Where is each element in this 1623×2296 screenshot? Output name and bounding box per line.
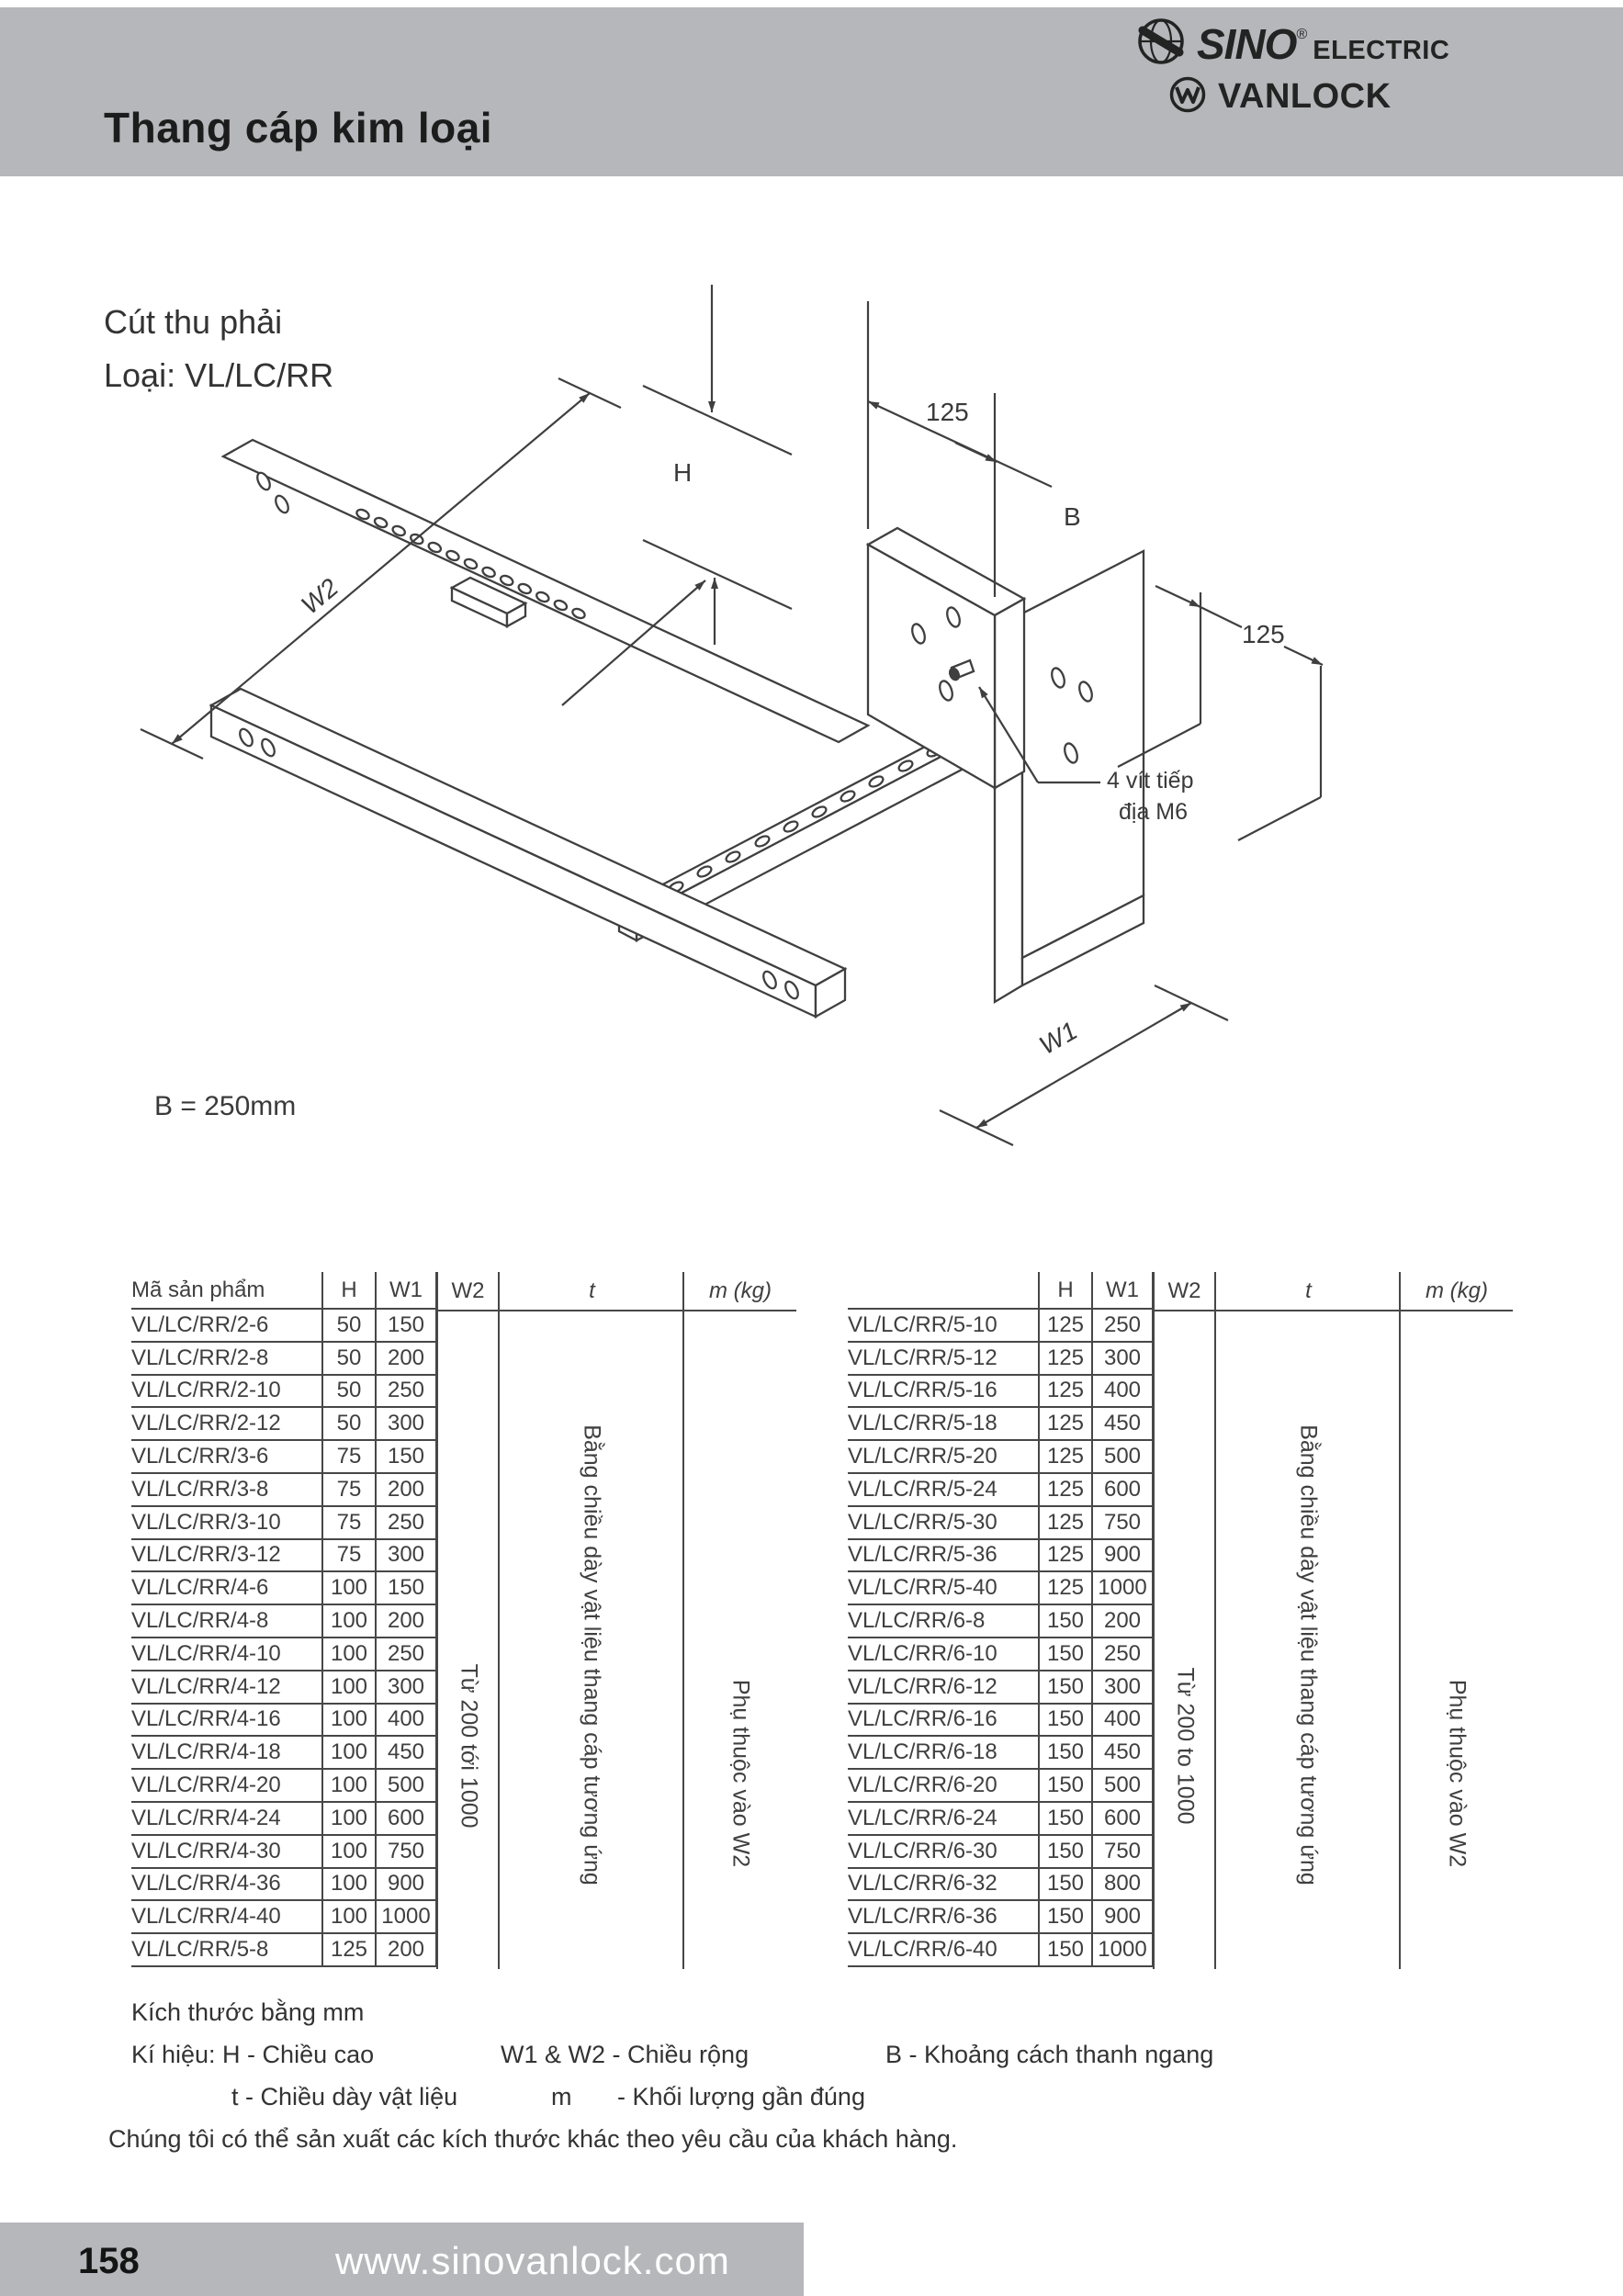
col-header-h: H bbox=[1039, 1272, 1092, 1309]
table-cell: 50 bbox=[322, 1309, 376, 1342]
table-cell: 400 bbox=[376, 1704, 436, 1737]
website-link[interactable]: www.sinovanlock.com bbox=[335, 2239, 730, 2282]
table-row bbox=[131, 1440, 436, 1473]
table-row bbox=[131, 1571, 436, 1604]
table-cell: 1000 bbox=[376, 1900, 436, 1933]
table-row bbox=[131, 1671, 436, 1704]
col-header-w2: W2 bbox=[451, 1278, 485, 1303]
table-cell: 150 bbox=[1039, 1671, 1092, 1704]
table-cell: 750 bbox=[1092, 1506, 1153, 1539]
table-cell: 400 bbox=[1092, 1375, 1153, 1408]
table-cell: 750 bbox=[1092, 1835, 1153, 1868]
table-cell: VL/LC/RR/3-6 bbox=[131, 1440, 322, 1473]
table-cell: 100 bbox=[322, 1736, 376, 1769]
table-cell: 100 bbox=[322, 1571, 376, 1604]
table-cell: 900 bbox=[376, 1868, 436, 1901]
table-row bbox=[131, 1802, 436, 1835]
table-cell: 900 bbox=[1092, 1900, 1153, 1933]
table-cell: 300 bbox=[1092, 1342, 1153, 1375]
table-cell: 50 bbox=[322, 1342, 376, 1375]
table-cell: VL/LC/RR/4-40 bbox=[131, 1900, 322, 1933]
spec-table-left bbox=[131, 1272, 802, 1970]
table-cell: 125 bbox=[1039, 1309, 1092, 1342]
table-cell: VL/LC/RR/6-30 bbox=[848, 1835, 1039, 1868]
t-note: Bằng chiều dày vật liệu thang cáp tương ứng bbox=[579, 1424, 604, 1886]
table-cell: 200 bbox=[376, 1604, 436, 1638]
table-row bbox=[848, 1638, 1153, 1671]
table-cell: VL/LC/RR/5-12 bbox=[848, 1342, 1039, 1375]
table-cell: 250 bbox=[376, 1506, 436, 1539]
table-cell: VL/LC/RR/6-24 bbox=[848, 1802, 1039, 1835]
table-cell: 100 bbox=[322, 1802, 376, 1835]
table-cell: VL/LC/RR/6-12 bbox=[848, 1671, 1039, 1704]
table-cell: 250 bbox=[1092, 1638, 1153, 1671]
product-name: Cút thu phải bbox=[104, 303, 283, 341]
table-row bbox=[848, 1309, 1153, 1342]
table-cell: 75 bbox=[322, 1539, 376, 1572]
dim-w1-label: W1 bbox=[1034, 1016, 1083, 1061]
table-row bbox=[848, 1571, 1153, 1604]
table-row bbox=[848, 1440, 1153, 1473]
table-cell: 300 bbox=[1092, 1671, 1153, 1704]
legend-h: Kí hiệu: H - Chiều cao bbox=[131, 2041, 375, 2068]
registered-mark-icon: ® bbox=[1296, 26, 1308, 42]
end-plate bbox=[868, 528, 1024, 788]
table-cell: 600 bbox=[1092, 1473, 1153, 1506]
table-row bbox=[848, 1375, 1153, 1408]
dim-w2-label: W2 bbox=[295, 572, 344, 620]
table-row bbox=[131, 1604, 436, 1638]
table-cell: 150 bbox=[1039, 1604, 1092, 1638]
table-cell: VL/LC/RR/4-18 bbox=[131, 1736, 322, 1769]
table-row bbox=[848, 1342, 1153, 1375]
table-row bbox=[848, 1933, 1153, 1966]
sino-wordmark: SINO bbox=[1197, 19, 1297, 68]
col-header-w1: W1 bbox=[1092, 1272, 1153, 1309]
table-cell: VL/LC/RR/6-16 bbox=[848, 1704, 1039, 1737]
table-cell: 100 bbox=[322, 1868, 376, 1901]
table-row bbox=[848, 1868, 1153, 1901]
t-note: Bằng chiều dày vật liệu thang cáp tương ứng bbox=[1295, 1424, 1321, 1886]
col-header-code bbox=[848, 1272, 1039, 1309]
spec-table-right-grid bbox=[848, 1272, 1154, 1967]
table-cell: VL/LC/RR/6-32 bbox=[848, 1868, 1039, 1901]
table-row bbox=[131, 1473, 436, 1506]
m-merged-cell bbox=[684, 1272, 796, 1969]
table-row bbox=[848, 1604, 1153, 1638]
table-cell: VL/LC/RR/5-16 bbox=[848, 1375, 1039, 1408]
table-row bbox=[848, 1473, 1153, 1506]
legend-t: t - Chiều dày vật liệu bbox=[231, 2083, 458, 2110]
table-cell: VL/LC/RR/5-30 bbox=[848, 1506, 1039, 1539]
table-cell: VL/LC/RR/2-10 bbox=[131, 1375, 322, 1408]
screw-note-line1: 4 vít tiếp bbox=[1107, 768, 1194, 793]
sino-suffix: ELECTRIC bbox=[1313, 35, 1450, 65]
table-cell: VL/LC/RR/4-10 bbox=[131, 1638, 322, 1671]
table-cell: VL/LC/RR/4-6 bbox=[131, 1571, 322, 1604]
col-header-h: H bbox=[322, 1272, 376, 1309]
table-cell: 150 bbox=[1039, 1900, 1092, 1933]
table-cell: 150 bbox=[1039, 1802, 1092, 1835]
table-cell: 1000 bbox=[1092, 1571, 1153, 1604]
legend-b: B - Khoảng cách thanh ngang bbox=[885, 2041, 1214, 2068]
table-row bbox=[848, 1900, 1153, 1933]
col-header-t: t bbox=[589, 1278, 595, 1303]
table-cell: 150 bbox=[1039, 1835, 1092, 1868]
table-cell: 500 bbox=[376, 1769, 436, 1802]
table-cell: 400 bbox=[1092, 1704, 1153, 1737]
table-cell: VL/LC/RR/2-6 bbox=[131, 1309, 322, 1342]
table-cell: 100 bbox=[322, 1704, 376, 1737]
table-cell: 200 bbox=[376, 1342, 436, 1375]
table-row bbox=[848, 1802, 1153, 1835]
table-row bbox=[131, 1506, 436, 1539]
table-cell: 150 bbox=[1039, 1769, 1092, 1802]
t-merged-cell bbox=[500, 1272, 684, 1969]
dimension-lines bbox=[141, 285, 1323, 1145]
table-cell: 900 bbox=[1092, 1539, 1153, 1572]
table-cell: 500 bbox=[1092, 1440, 1153, 1473]
table-cell: 125 bbox=[1039, 1571, 1092, 1604]
col-header-w2: W2 bbox=[1167, 1278, 1201, 1303]
m-merged-cell bbox=[1401, 1272, 1513, 1969]
spec-table-left-grid bbox=[131, 1272, 437, 1967]
table-cell: VL/LC/RR/2-8 bbox=[131, 1342, 322, 1375]
legend-w: W1 & W2 - Chiều rộng bbox=[501, 2041, 750, 2068]
product-type: Loại: VL/LC/RR bbox=[104, 356, 334, 394]
table-row bbox=[131, 1769, 436, 1802]
table-cell: 300 bbox=[376, 1407, 436, 1440]
table-cell: 100 bbox=[322, 1604, 376, 1638]
table-cell: VL/LC/RR/3-8 bbox=[131, 1473, 322, 1506]
table-cell: VL/LC/RR/5-20 bbox=[848, 1440, 1039, 1473]
table-cell: VL/LC/RR/6-8 bbox=[848, 1604, 1039, 1638]
table-cell: VL/LC/RR/5-18 bbox=[848, 1407, 1039, 1440]
table-row bbox=[131, 1375, 436, 1408]
table-cell: 150 bbox=[376, 1571, 436, 1604]
col-header-t: t bbox=[1305, 1278, 1312, 1303]
table-cell: 600 bbox=[376, 1802, 436, 1835]
col-header-m: m (kg) bbox=[1426, 1278, 1488, 1303]
table-cell: 100 bbox=[322, 1835, 376, 1868]
page-title: Thang cáp kim loại bbox=[104, 104, 493, 152]
table-cell: 450 bbox=[1092, 1736, 1153, 1769]
table-cell: 200 bbox=[1092, 1604, 1153, 1638]
table-cell: 750 bbox=[376, 1835, 436, 1868]
table-cell: 450 bbox=[376, 1736, 436, 1769]
table-row bbox=[848, 1835, 1153, 1868]
legend-m-symbol: m bbox=[551, 2083, 572, 2110]
table-cell: VL/LC/RR/6-20 bbox=[848, 1769, 1039, 1802]
dim-h-label: H bbox=[673, 458, 693, 487]
table-cell: VL/LC/RR/2-12 bbox=[131, 1407, 322, 1440]
table-cell: 150 bbox=[1039, 1704, 1092, 1737]
table-cell: 300 bbox=[376, 1671, 436, 1704]
table-row bbox=[131, 1933, 436, 1966]
table-cell: 100 bbox=[322, 1638, 376, 1671]
table-cell: 150 bbox=[376, 1440, 436, 1473]
table-cell: 150 bbox=[1039, 1736, 1092, 1769]
table-cell: VL/LC/RR/4-16 bbox=[131, 1704, 322, 1737]
table-cell: VL/LC/RR/6-40 bbox=[848, 1933, 1039, 1966]
table-cell: 1000 bbox=[1092, 1933, 1153, 1966]
table-cell: VL/LC/RR/3-12 bbox=[131, 1539, 322, 1572]
table-cell: 200 bbox=[376, 1933, 436, 1966]
table-cell: 600 bbox=[1092, 1802, 1153, 1835]
table-cell: 200 bbox=[376, 1473, 436, 1506]
table-row bbox=[848, 1506, 1153, 1539]
table-cell: 150 bbox=[376, 1309, 436, 1342]
units-note: Kích thước bằng mm bbox=[131, 1998, 365, 2026]
table-cell: 250 bbox=[376, 1638, 436, 1671]
table-row bbox=[848, 1407, 1153, 1440]
table-row bbox=[848, 1704, 1153, 1737]
table-cell: 150 bbox=[1039, 1868, 1092, 1901]
table-cell: 125 bbox=[1039, 1506, 1092, 1539]
table-cell: VL/LC/RR/4-12 bbox=[131, 1671, 322, 1704]
spec-table-right bbox=[848, 1272, 1518, 1970]
table-cell: VL/LC/RR/5-24 bbox=[848, 1473, 1039, 1506]
t-merged-cell bbox=[1216, 1272, 1401, 1969]
table-cell: 800 bbox=[1092, 1868, 1153, 1901]
table-cell: 75 bbox=[322, 1506, 376, 1539]
table-row bbox=[131, 1704, 436, 1737]
w2-merged-cell bbox=[1153, 1272, 1216, 1969]
screw-note-line2: địa M6 bbox=[1119, 799, 1189, 825]
table-cell: VL/LC/RR/4-30 bbox=[131, 1835, 322, 1868]
table-cell: 50 bbox=[322, 1375, 376, 1408]
table-cell: 50 bbox=[322, 1407, 376, 1440]
table-row bbox=[848, 1671, 1153, 1704]
table-row bbox=[131, 1342, 436, 1375]
w2-merged-cell bbox=[436, 1272, 500, 1969]
table-cell: 125 bbox=[1039, 1473, 1092, 1506]
w2-range-note: Từ 200 tới 1000 bbox=[456, 1663, 481, 1829]
table-cell: VL/LC/RR/4-20 bbox=[131, 1769, 322, 1802]
table-cell: 75 bbox=[322, 1440, 376, 1473]
table-row bbox=[131, 1900, 436, 1933]
table-cell: 75 bbox=[322, 1473, 376, 1506]
table-cell: 100 bbox=[322, 1671, 376, 1704]
table-cell: 100 bbox=[322, 1900, 376, 1933]
table-cell: VL/LC/RR/6-10 bbox=[848, 1638, 1039, 1671]
table-cell: 125 bbox=[1039, 1539, 1092, 1572]
table-cell: 300 bbox=[376, 1539, 436, 1572]
table-cell: 100 bbox=[322, 1769, 376, 1802]
table-row bbox=[131, 1868, 436, 1901]
table-header-row bbox=[848, 1272, 1153, 1309]
dim-125-right-label: 125 bbox=[1242, 620, 1285, 648]
table-cell: 125 bbox=[1039, 1407, 1092, 1440]
m-note: Phụ thuộc vào W2 bbox=[727, 1680, 754, 1868]
table-cell: 450 bbox=[1092, 1407, 1153, 1440]
table-cell: 250 bbox=[376, 1375, 436, 1408]
w2-range-note: Từ 200 to 1000 bbox=[1172, 1667, 1198, 1825]
table-cell: VL/LC/RR/6-18 bbox=[848, 1736, 1039, 1769]
custom-sizes-note: Chúng tôi có thể sản xuất các kích thước khác theo yêu cầu của khách hàng. bbox=[108, 2125, 958, 2153]
table-row bbox=[848, 1736, 1153, 1769]
table-cell: 150 bbox=[1039, 1638, 1092, 1671]
m-note: Phụ thuộc vào W2 bbox=[1444, 1680, 1471, 1868]
table-cell: 250 bbox=[1092, 1309, 1153, 1342]
table-row bbox=[131, 1539, 436, 1572]
table-cell: VL/LC/RR/5-8 bbox=[131, 1933, 322, 1966]
table-cell: VL/LC/RR/4-36 bbox=[131, 1868, 322, 1901]
table-cell: VL/LC/RR/4-8 bbox=[131, 1604, 322, 1638]
table-cell: 500 bbox=[1092, 1769, 1153, 1802]
table-row bbox=[131, 1736, 436, 1769]
table-cell: VL/LC/RR/3-10 bbox=[131, 1506, 322, 1539]
table-cell: VL/LC/RR/4-24 bbox=[131, 1802, 322, 1835]
table-cell: 150 bbox=[1039, 1933, 1092, 1966]
table-header-row bbox=[131, 1272, 436, 1309]
table-row bbox=[131, 1835, 436, 1868]
table-row bbox=[848, 1769, 1153, 1802]
table-cell: VL/LC/RR/6-36 bbox=[848, 1900, 1039, 1933]
table-row bbox=[131, 1309, 436, 1342]
table-row bbox=[131, 1638, 436, 1671]
legend-m: - Khối lượng gần đúng bbox=[617, 2083, 865, 2110]
dim-125-top-label: 125 bbox=[926, 398, 969, 426]
b-value-note: B = 250mm bbox=[154, 1091, 297, 1121]
dim-b-label: B bbox=[1064, 502, 1081, 531]
vanlock-wordmark: VANLOCK bbox=[1218, 77, 1392, 116]
table-row bbox=[131, 1407, 436, 1440]
col-header-m: m (kg) bbox=[709, 1278, 772, 1303]
table-cell: VL/LC/RR/5-40 bbox=[848, 1571, 1039, 1604]
col-header-code: Mã sản phẩm bbox=[131, 1272, 322, 1309]
page-number: 158 bbox=[78, 2241, 140, 2281]
table-cell: 125 bbox=[1039, 1375, 1092, 1408]
table-cell: 125 bbox=[1039, 1440, 1092, 1473]
table-row bbox=[848, 1539, 1153, 1572]
table-cell: VL/LC/RR/5-10 bbox=[848, 1309, 1039, 1342]
table-cell: 125 bbox=[1039, 1342, 1092, 1375]
table-cell: 125 bbox=[322, 1933, 376, 1966]
col-header-w1: W1 bbox=[376, 1272, 436, 1309]
table-cell: VL/LC/RR/5-36 bbox=[848, 1539, 1039, 1572]
